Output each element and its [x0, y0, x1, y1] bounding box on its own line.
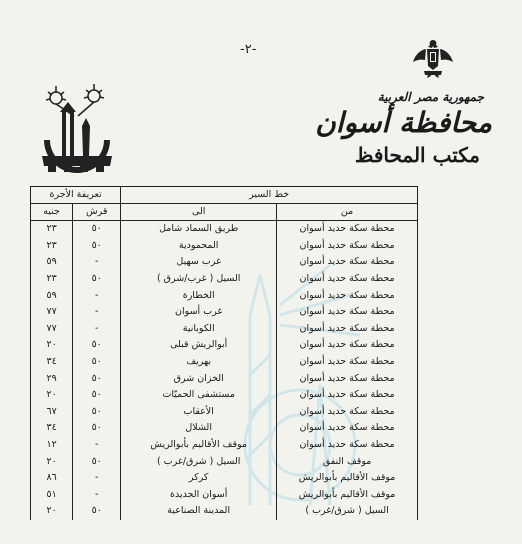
page-number: -٢-: [240, 42, 257, 57]
pounds-cell: ٢٠: [31, 387, 73, 404]
pounds-column-header: جنيه: [31, 204, 73, 221]
from-cell: محطة سكة حديد أسوان: [277, 437, 418, 454]
from-cell: موقف الأقاليم بأبوالريش: [277, 470, 418, 487]
piasters-cell: -: [73, 304, 121, 321]
piasters-cell: ٥٠: [73, 271, 121, 288]
to-cell: السيل ( غرب/شرق ): [121, 271, 277, 288]
piasters-cell: -: [73, 287, 121, 304]
from-cell: محطة سكة حديد أسوان: [277, 387, 418, 404]
to-cell: أسوان الجديدة: [121, 487, 277, 504]
from-cell: محطة سكة حديد أسوان: [277, 404, 418, 421]
to-cell: الخزان شرق: [121, 370, 277, 387]
piasters-cell: ٥٠: [73, 337, 121, 354]
column-header-row: [31, 204, 418, 221]
piasters-cell: ٥٠: [73, 503, 121, 520]
table-row: [31, 254, 418, 271]
from-cell: محطة سكة حديد أسوان: [277, 304, 418, 321]
table-row: [31, 387, 418, 404]
from-cell: محطة سكة حديد أسوان: [277, 337, 418, 354]
table-row: [31, 487, 418, 504]
from-cell: السيل ( شرق/غرب ): [277, 503, 418, 520]
from-cell: موقف النفق: [277, 453, 418, 470]
from-cell: محطة سكة حديد أسوان: [277, 370, 418, 387]
piasters-cell: -: [73, 321, 121, 338]
to-cell: الأعقاب: [121, 404, 277, 421]
republic-name: جمهورية مصر العربية: [377, 90, 484, 104]
pounds-cell: ٥٩: [31, 254, 73, 271]
piasters-cell: ٥٠: [73, 370, 121, 387]
to-cell: طريق السماد شامل: [121, 221, 277, 238]
piasters-column-header: قرش: [73, 204, 121, 221]
table-row: [31, 503, 418, 520]
to-column-header: الى: [121, 204, 277, 221]
from-cell: محطة سكة حديد أسوان: [277, 287, 418, 304]
table-row: [31, 370, 418, 387]
route-header: خط السير: [121, 187, 418, 204]
group-header-row: [31, 187, 418, 204]
table-row: [31, 304, 418, 321]
pounds-cell: ٥١: [31, 487, 73, 504]
to-cell: الخطارة: [121, 287, 277, 304]
pounds-cell: ٢٠: [31, 453, 73, 470]
to-cell: مستشفى الحميّات: [121, 387, 277, 404]
pounds-cell: ٥٩: [31, 287, 73, 304]
to-cell: غرب أسوان: [121, 304, 277, 321]
table-row: [31, 354, 418, 371]
pounds-cell: ٢٠: [31, 503, 73, 520]
from-cell: موقف الأقاليم بأبوالريش: [277, 487, 418, 504]
piasters-cell: -: [73, 487, 121, 504]
from-cell: محطة سكة حديد أسوان: [277, 321, 418, 338]
table-row: [31, 287, 418, 304]
to-cell: المحمودية: [121, 238, 277, 255]
pounds-cell: ٨٦: [31, 470, 73, 487]
table-row: [31, 437, 418, 454]
piasters-cell: -: [73, 254, 121, 271]
piasters-cell: -: [73, 470, 121, 487]
from-cell: محطة سكة حديد أسوان: [277, 271, 418, 288]
pounds-cell: ١٢: [31, 437, 73, 454]
to-cell: أبوالريش قبلى: [121, 337, 277, 354]
to-cell: بهريف: [121, 354, 277, 371]
piasters-cell: ٥٠: [73, 354, 121, 371]
to-cell: موقف الأقاليم بأبوالريش: [121, 437, 277, 454]
to-cell: المدينة الصناعية: [121, 503, 277, 520]
pounds-cell: ٣٤: [31, 354, 73, 371]
fare-table: [30, 186, 418, 520]
table-row: [31, 321, 418, 338]
from-cell: محطة سكة حديد أسوان: [277, 254, 418, 271]
to-cell: الشلال: [121, 420, 277, 437]
office-name: مكتب المحافظ: [354, 143, 480, 167]
eagle-emblem-icon: [410, 36, 456, 82]
from-cell: محطة سكة حديد أسوان: [277, 354, 418, 371]
piasters-cell: ٥٠: [73, 404, 121, 421]
governorate-name: محافظة أسوان: [315, 106, 492, 139]
to-cell: كركر: [121, 470, 277, 487]
pounds-cell: ٢٣: [31, 238, 73, 255]
piasters-cell: ٥٠: [73, 420, 121, 437]
piasters-cell: -: [73, 437, 121, 454]
from-column-header: من: [277, 204, 418, 221]
aswan-governorate-logo: [34, 82, 120, 174]
table-row: [31, 337, 418, 354]
table-row: [31, 420, 418, 437]
piasters-cell: ٥٠: [73, 221, 121, 238]
pounds-cell: ٢٣: [31, 271, 73, 288]
from-cell: محطة سكة حديد أسوان: [277, 238, 418, 255]
letterhead: [315, 90, 492, 168]
table-row: [31, 271, 418, 288]
piasters-cell: ٥٠: [73, 387, 121, 404]
pounds-cell: ٣٤: [31, 420, 73, 437]
pounds-cell: ٧٧: [31, 304, 73, 321]
table-row: [31, 470, 418, 487]
from-cell: محطة سكة حديد أسوان: [277, 420, 418, 437]
pounds-cell: ٢٣: [31, 221, 73, 238]
to-cell: غرب سهيل: [121, 254, 277, 271]
fare-header: تعريفة الأجرة: [31, 187, 121, 204]
table-row: [31, 453, 418, 470]
table-row: [31, 221, 418, 238]
table-row: [31, 238, 418, 255]
to-cell: الكوبانية: [121, 321, 277, 338]
table-row: [31, 404, 418, 421]
pounds-cell: ٢٠: [31, 337, 73, 354]
pounds-cell: ٦٧: [31, 404, 73, 421]
piasters-cell: ٥٠: [73, 238, 121, 255]
piasters-cell: ٥٠: [73, 453, 121, 470]
pounds-cell: ٢٩: [31, 370, 73, 387]
from-cell: محطة سكة حديد أسوان: [277, 221, 418, 238]
pounds-cell: ٧٧: [31, 321, 73, 338]
to-cell: السيل ( شرق/غرب ): [121, 453, 277, 470]
